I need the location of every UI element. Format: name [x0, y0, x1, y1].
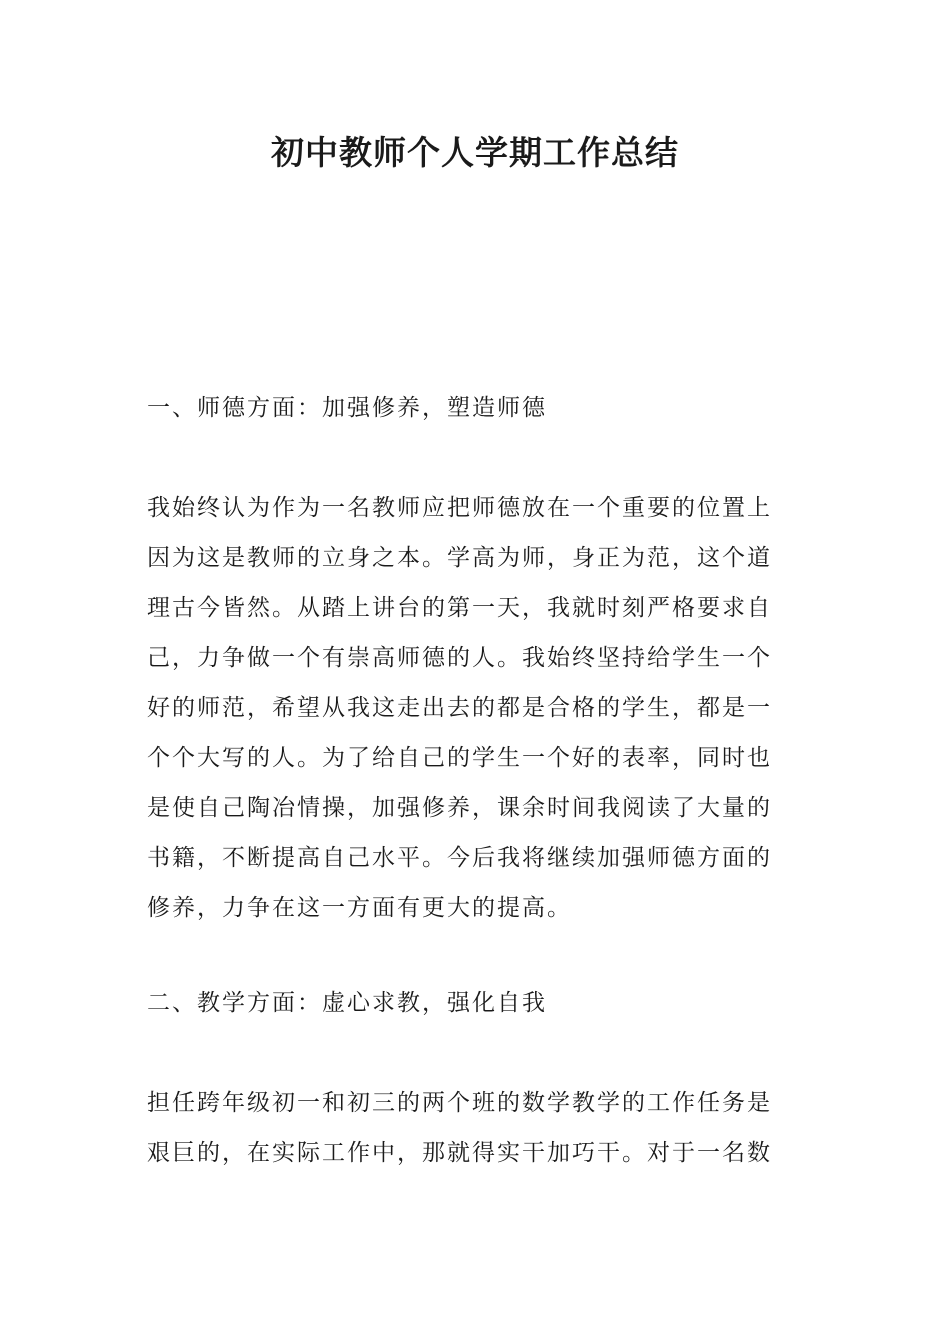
- section-heading-ethics: 一、师德方面：加强修养，塑造师德: [147, 395, 547, 421]
- paragraph-line: 好的师范，希望从我这走出去的都是合格的学生，都是一: [147, 695, 772, 721]
- document-title: 初中教师个人学期工作总结: [271, 133, 679, 172]
- paragraph-line: 是使自己陶冶情操，加强修养，课余时间我阅读了大量的: [147, 795, 772, 821]
- paragraph-line: 理古今皆然。从踏上讲台的第一天，我就时刻严格要求自: [147, 595, 772, 621]
- section-heading-teaching: 二、教学方面：虚心求教，强化自我: [147, 990, 547, 1016]
- paragraph-line: 书籍，不断提高自己水平。今后我将继续加强师德方面的: [147, 845, 772, 871]
- paragraph-line: 我始终认为作为一名教师应把师德放在一个重要的位置上: [147, 495, 772, 521]
- section-paragraph-ethics: [147, 483, 807, 933]
- paragraph-line: 己，力争做一个有崇高师德的人。我始终坚持给学生一个: [147, 645, 772, 671]
- paragraph-line: 艰巨的，在实际工作中，那就得实干加巧干。对于一名数: [147, 1140, 772, 1166]
- section-paragraph-teaching: [147, 1078, 807, 1178]
- paragraph-line: 个个大写的人。为了给自己的学生一个好的表率，同时也: [147, 745, 772, 771]
- paragraph-line: 因为这是教师的立身之本。学高为师，身正为范，这个道: [147, 545, 772, 571]
- paragraph-line: 担任跨年级初一和初三的两个班的数学教学的工作任务是: [147, 1090, 772, 1116]
- paragraph-line: 修养，力争在这一方面有更大的提高。: [147, 895, 572, 921]
